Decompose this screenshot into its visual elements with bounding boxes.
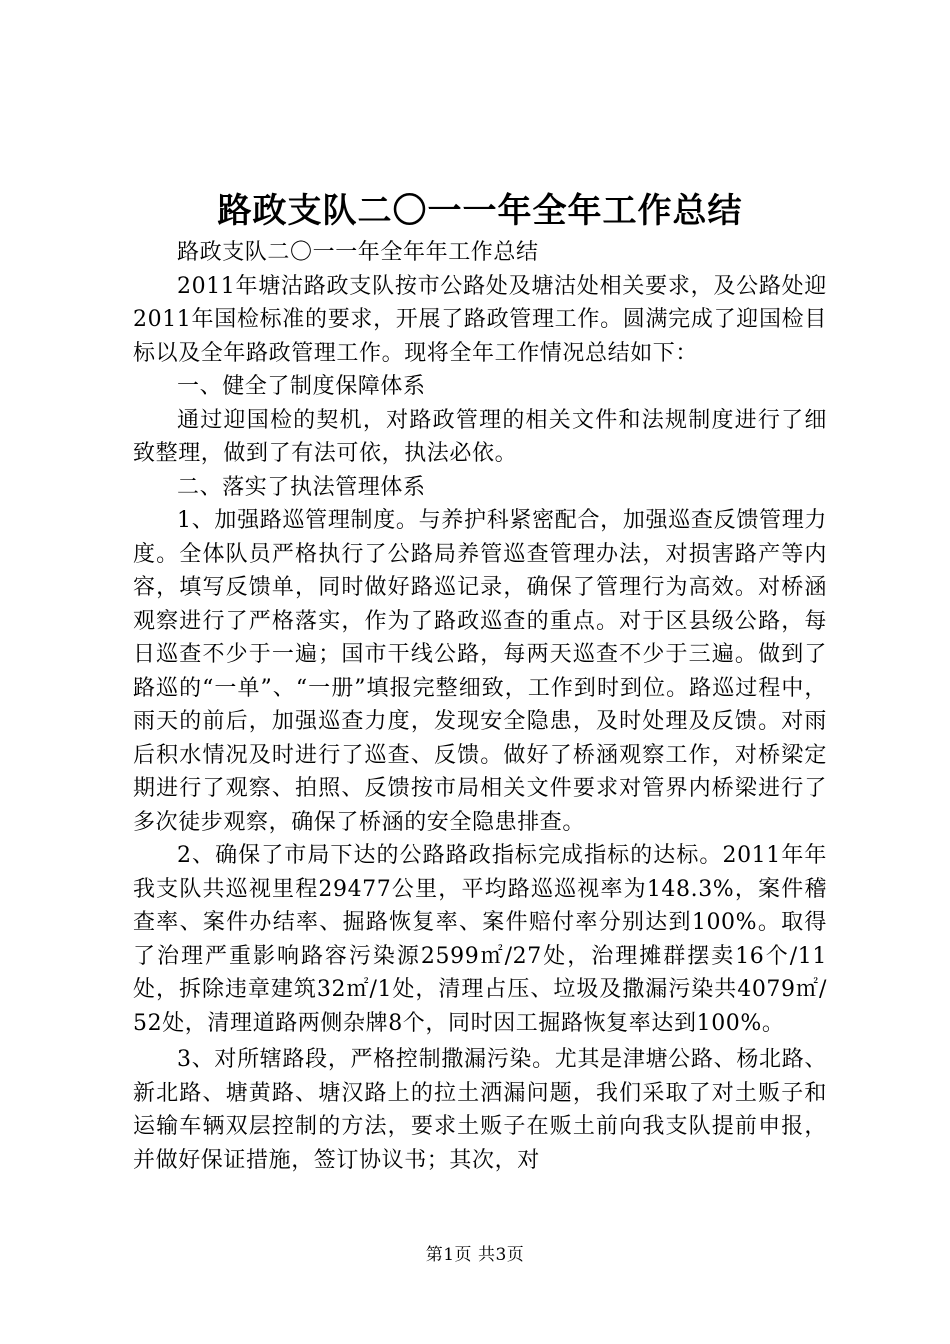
page-footer: 第1页 共3页 — [425, 1245, 525, 1265]
paragraph-section-1: 通过迎国检的契机，对路政管理的相关文件和法规制度进行了细致整理，做到了有法可依，执法必依。 — [133, 407, 827, 466]
document-title: 路政支队二〇一一年全年工作总结 — [217, 191, 743, 231]
document-page — [133, 0, 827, 1177]
section-heading-2: 二、落实了执法管理体系 — [177, 474, 426, 500]
paragraph-item-3: 3、对所辖路段，严格控制撒漏污染。尤其是津塘公路、杨北路、新北路、塘黄路、塘汉路上的拉土洒漏问题，我们采取了对土贩子和运输车辆双层控制的方法，要求土贩子在贩土前向我支队提前申报，并做好保证措施，签订协议书；其次，对 — [133, 1047, 827, 1173]
paragraph-intro: 2011年塘沽路政支队按市公路处及塘沽处相关要求，及公路处迎2011年国检标准的要求，开展了路政管理工作。圆满完成了迎国检目标以及全年路政管理工作。现将全年工作情况总结如下： — [133, 273, 827, 366]
paragraph-subtitle: 路政支队二〇一一年全年年工作总结 — [177, 240, 539, 265]
document-body — [133, 236, 827, 1177]
paragraph-item-2: 2、确保了市局下达的公路路政指标完成指标的达标。2011年年我支队共巡视里程29477公里，平均路巡巡视率为148.3%，案件稽查率、案件办结率、掘路恢复率、案件赔付率分别达到100%。取得了治理严重影响路容污染源2599㎡/27处，治理摊群摆卖16个/11处，拆除违章建筑32㎡/1处，清理占压、垃圾及撒漏污染共4079㎡/52处，清理道路两侧杂牌8个，同时因工掘路恢复率达到100%。 — [133, 843, 827, 1036]
section-heading-1: 一、健全了制度保障体系 — [177, 374, 426, 399]
paragraph-item-1: 1、加强路巡管理制度。与养护科紧密配合，加强巡查反馈管理力度。全体队员严格执行了公路局养管巡查管理办法，对损害路产等内容，填写反馈单，同时做好路巡记录，确保了管理行为高效。对桥涵观察进行了严格落实，作为了路政巡查的重点。对于区县级公路，每日巡查不少于一遍；国市干线公路，每两天巡查不少于三遍。做到了路巡的“一单”、“一册”填报完整细致，工作到时到位。路巡过程中，雨天的前后，加强巡查力度，发现安全隐患，及时处理及反馈。对雨后积水情况及时进行了巡查、反馈。做好了桥涵观察工作，对桥梁定期进行了观察、拍照、反馈按市局相关文件要求对管界内桥梁进行了多次徒步观察，确保了桥涵的安全隐患排查。 — [133, 508, 827, 835]
